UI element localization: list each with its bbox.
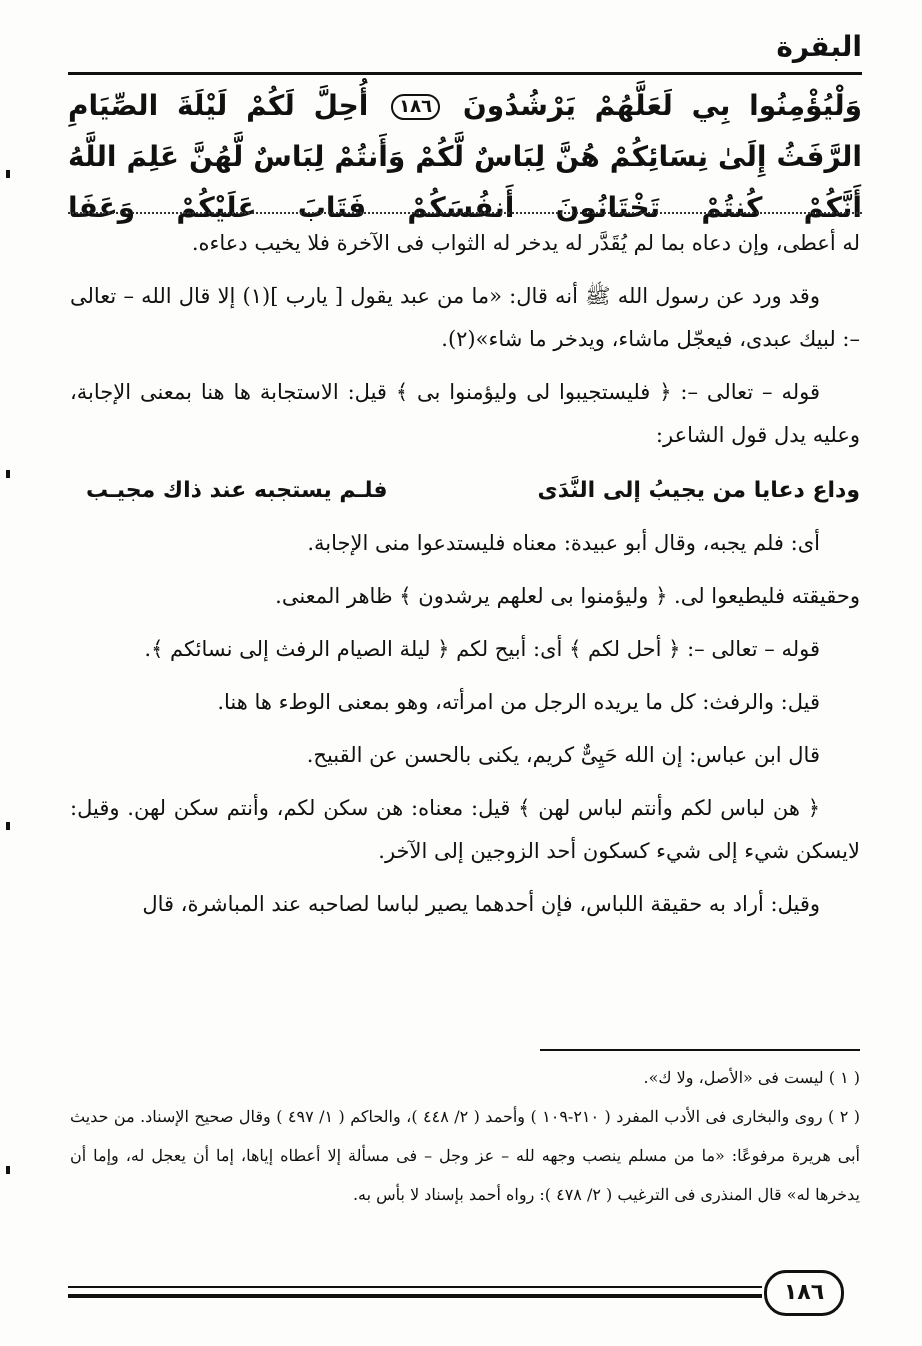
paragraph-1: له أعطى، وإن دعاه بما لم يُقَدَّر له يدخر له الثواب فى الآخرة فلا يخيب دعاءه. [191, 231, 860, 255]
surah-title: البقرة [776, 30, 862, 63]
paragraph-2: وقد ورد عن رسول الله ﷺ أنه قال: «ما من عبد يقول [ يارب ](١) إلا قال الله – تعالى –: لبيك عبدى، فيعجّل ماشاء، ويدخر ما شاء»(٢). [70, 284, 860, 351]
commentary-text [70, 222, 860, 926]
quran-verse-part1: وَلْيُؤْمِنُوا بِي لَعَلَّهُمْ يَرْشُدُونَ [462, 89, 862, 122]
poetry-second-hemistich: فلـم يستجبه عند ذاك مجيـب [86, 478, 388, 503]
footer-rule-thin [68, 1286, 762, 1288]
footnote-1: ( ١ ) ليست فى «الأصل، ولا ك». [643, 1068, 860, 1087]
poetry-first-hemistich: وداع دعايا من يجيبُ إلى النَّدَى [537, 478, 860, 503]
quran-verse-part2: أُحِلَّ لَكُمْ لَيْلَةَ الصِّيَامِ الرَّفَثُ إِلَىٰ نِسَائِكُمْ هُنَّ لِبَاسٌ لَّكُمْ وَأَنتُمْ لِبَاسٌ لَّهُنَّ عَلِمَ اللَّهُ أَنَّكُمْ كُنتُمْ تَخْتَانُونَ أَنفُسَكُمْ فَتَابَ عَلَيْكُمْ وَعَفَا [68, 89, 862, 224]
paragraph-8: قال ابن عباس: إن الله حَيِىٌّ كريم، يكنى بالحسن عن القبيح. [306, 743, 820, 767]
footer-rule-thick [68, 1294, 762, 1298]
margin-mark [6, 1166, 10, 1174]
margin-mark [6, 470, 10, 478]
margin-mark [6, 170, 10, 178]
poetry-verse [70, 469, 860, 512]
paragraph-9: ﴿ هن لباس لكم وأنتم لباس لهن ﴾ قيل: معناه: هن سكن لكم، وأنتم سكن لهن. وقيل: لايسكن شيء إلى شيء كسكون أحد الزوجين إلى الآخر. [70, 796, 860, 863]
paragraph-5: وحقيقته فليطيعوا لى. ﴿ وليؤمنوا بى لعلهم يرشدون ﴾ ظاهر المعنى. [275, 584, 860, 608]
footnotes [70, 1058, 860, 1214]
paragraph-3: قوله – تعالى –: ﴿ فليستجيبوا لى وليؤمنوا بى ﴾ قيل: الاستجابة ها هنا بمعنى الإجابة، وعليه يدل قول الشاعر: [70, 380, 860, 447]
paragraph-7: قيل: والرفث: كل ما يريده الرجل من امرأته، وهو بمعنى الوطء ها هنا. [217, 690, 820, 714]
header-rule [68, 72, 862, 75]
page-number: ١٨٦ [764, 1270, 844, 1316]
paragraph-6: قوله – تعالى –: ﴿ أحل لكم ﴾ أى: أبيح لكم ﴿ ليلة الصيام الرفث إلى نسائكم ﴾. [144, 637, 820, 661]
verse-divider [68, 212, 862, 214]
footnote-rule [540, 1049, 860, 1051]
margin-mark [6, 822, 10, 830]
footnote-2: ( ٢ ) روى والبخارى فى الأدب المفرد ( ٢١٠-١٠٩ ) وأحمد ( ٢/ ٤٤٨ )، والحاكم ( ١/ ٤٩٧ ) وقال صحيح الإسناد. من حديث أبى هريرة مرفوعًا: «ما من مسلم ينصب وجهه لله – عز وجل – فى مسألة إلا أعطاه إياها، إما أن يعجل له، وإما أن يدخرها له» قال المنذرى فى الترغيب ( ٢/ ٤٧٨ ): رواه أحمد بإسناد لا بأس به. [70, 1107, 861, 1204]
paragraph-10: وقيل: أراد به حقيقة اللباس، فإن أحدهما يصير لباسا لصاحبه عند المباشرة، قال [142, 892, 820, 916]
paragraph-4: أى: فلم يجبه، وقال أبو عبيدة: معناه فليستدعوا منى الإجابة. [307, 531, 820, 555]
ayah-number-marker: ١٨٦ [391, 94, 440, 120]
quran-verse-block [68, 80, 862, 233]
